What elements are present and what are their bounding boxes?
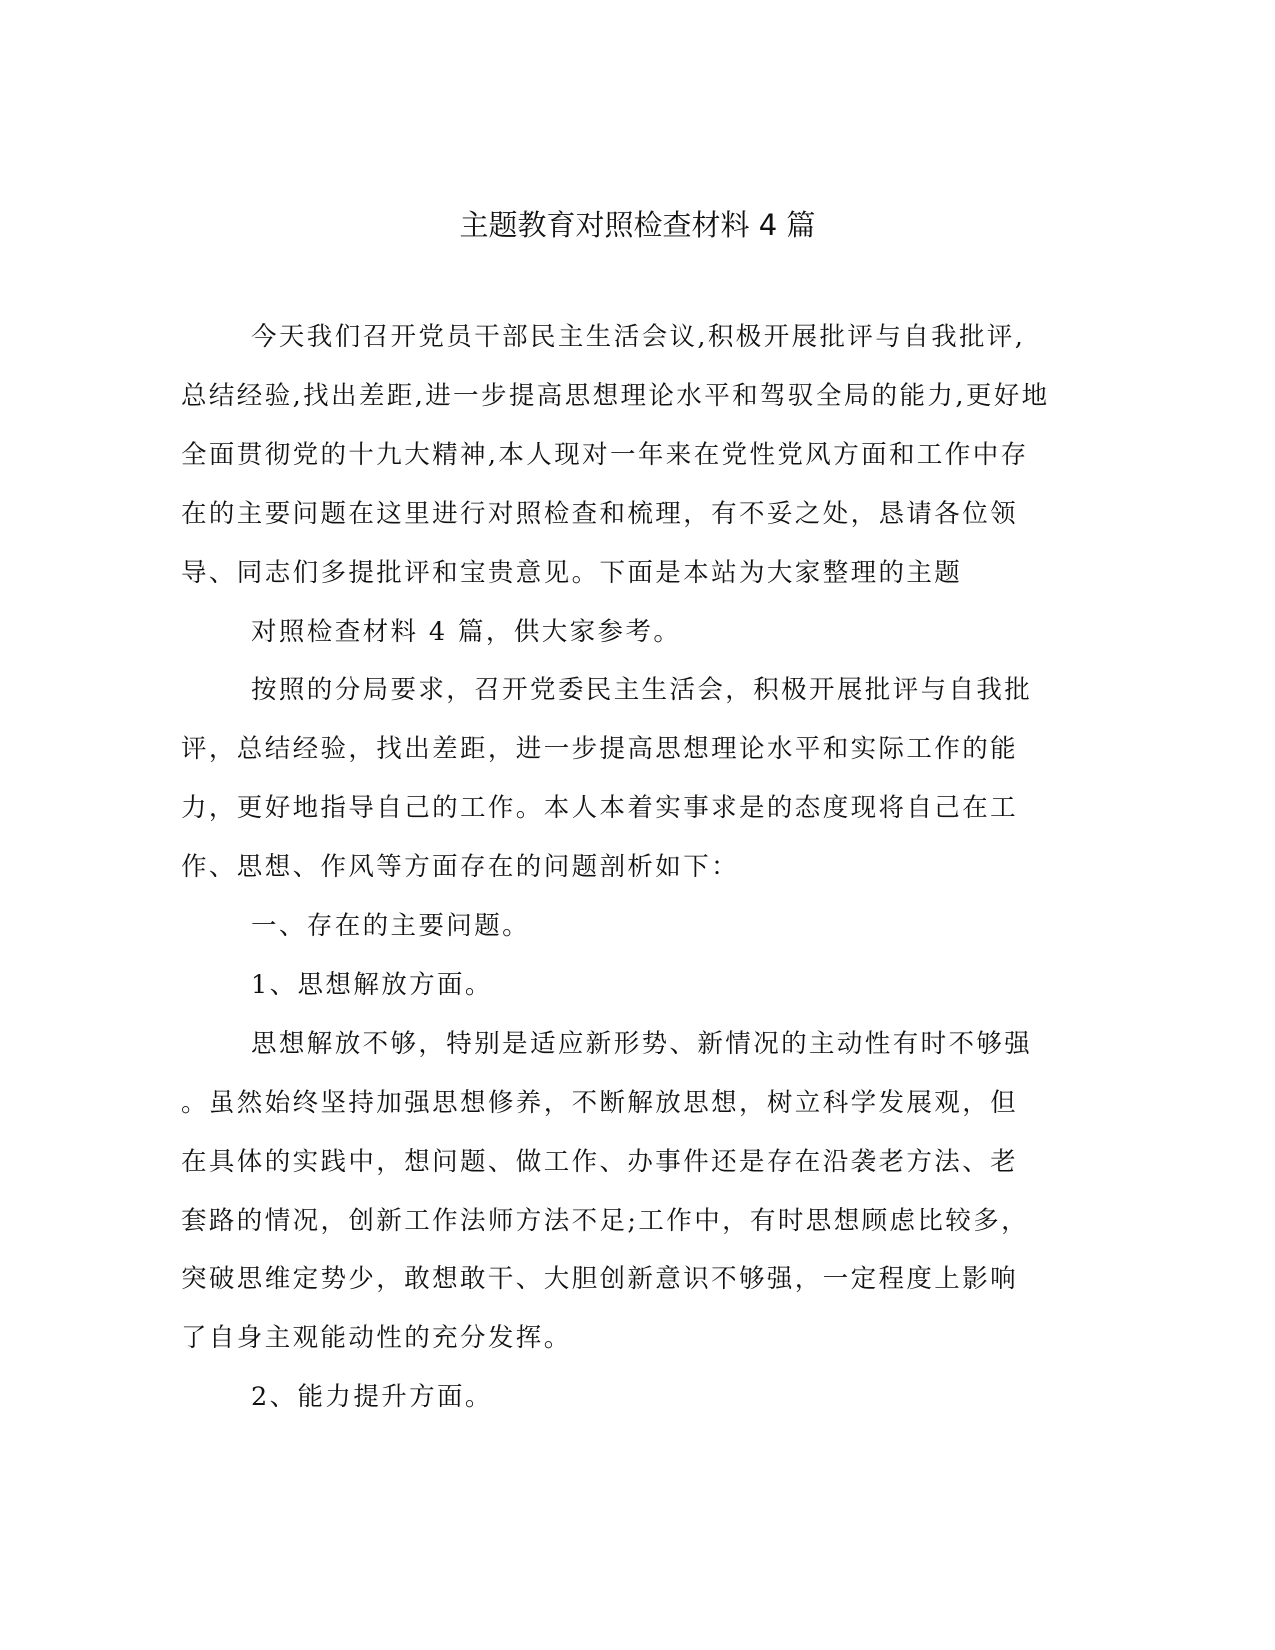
text-line: 作、思想、作风等方面存在的问题剖析如下： [181, 852, 740, 883]
text-line: 了自身主观能动性的充分发挥。 [181, 1323, 572, 1354]
text-line: 全面贯彻党的十九大精神,本人现对一年来在党性党风方面和工作中存 [181, 439, 1029, 470]
text-line: 评，总结经验，找出差距，进一步提高思想理论水平和实际工作的能 [181, 734, 1019, 765]
text-line: 今天我们召开党员干部民主生活会议,积极开展批评与自我批评, [251, 322, 1026, 352]
text-line: 力，更好地指导自己的工作。本人本着实事求是的态度现将自己在工 [181, 793, 1019, 824]
text-line: 一、存在的主要问题。 [251, 911, 531, 941]
text-line: 。虽然始终坚持加强思想修养，不断解放思想，树立科学发展观，但 [181, 1087, 1019, 1118]
text-line: 导、同志们多提批评和宝贵意见。下面是本站为大家整理的主题 [181, 557, 963, 588]
text-line: 在具体的实践中，想问题、做工作、办事件还是存在沿袭老方法、老 [181, 1146, 1019, 1177]
text-line: 突破思维定势少，敢想敢干、大胆创新意识不够强，一定程度上影响 [181, 1264, 1019, 1295]
text-line: 套路的情况，创新工作法师方法不足;工作中，有时思想顾虑比较多， [181, 1205, 1029, 1236]
text-line: 1、思想解放方面。 [251, 969, 493, 1000]
text-line: 在的主要问题在这里进行对照检查和梳理，有不妥之处，恳请各位领 [181, 498, 1019, 529]
text-line: 对照检查材料 4 篇，供大家参考。 [251, 616, 682, 647]
text-line: 总结经验,找出差距,进一步提高思想理论水平和驾驭全局的能力,更好地 [181, 380, 1050, 411]
text-line: 按照的分局要求，召开党委民主生活会，积极开展批评与自我批 [251, 675, 1033, 706]
text-line: 思想解放不够，特别是适应新形势、新情况的主动性有时不够强 [251, 1028, 1033, 1059]
document-title: 主题教育对照检查材料 4 篇 [459, 208, 816, 242]
text-line: 2、能力提升方面。 [251, 1382, 493, 1413]
